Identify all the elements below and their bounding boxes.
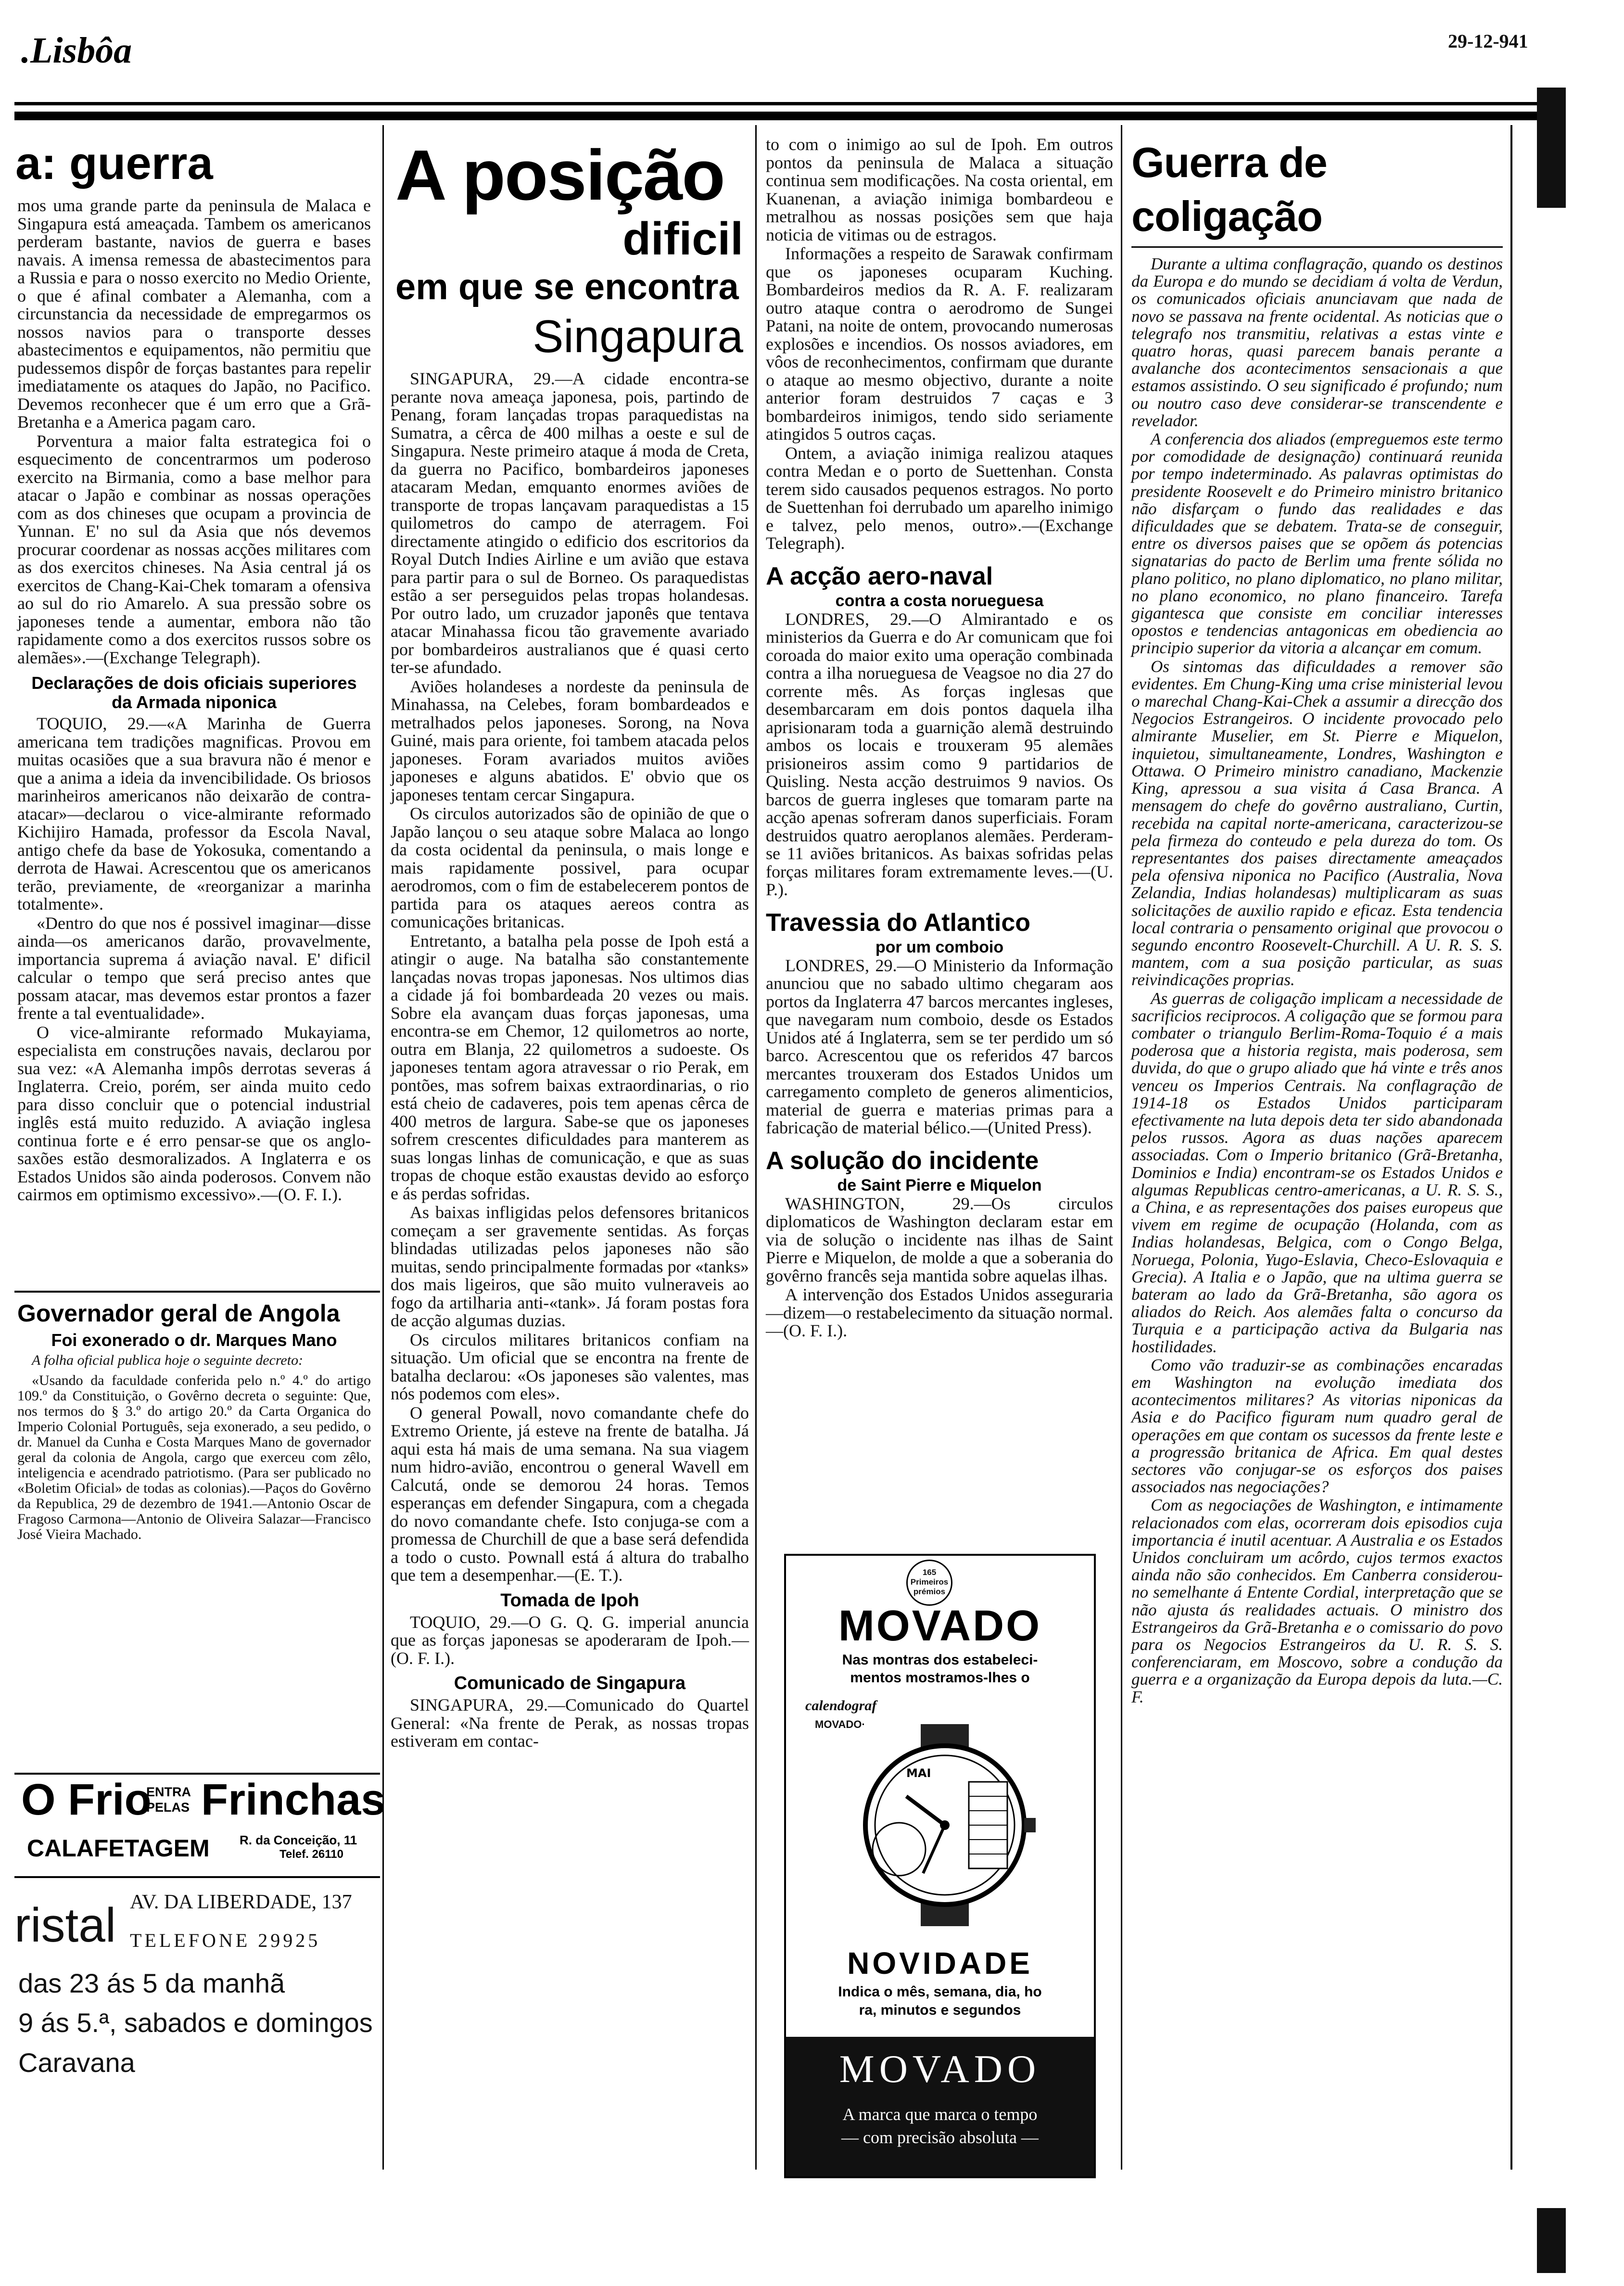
paragraph: Informações a respeito de Sarawak confirmam que os japoneses ocuparam Kuching. Bombardeiros medios da R. A. F. realizaram outro ataque contra o aerodromo de Sungei Patani, na noite de ontem, provocando numerosas explosões e incendios. Os nossos aviadores, em vôos de reconhecimentos, confirmam que durante o ataque ao mesmo objectivo, durante a noite anterior foram destruidos 7 caças e 3 bombardeiros inimigos, tendo sido seriamente atingidos 5 outros caças. (766, 244, 1113, 444)
col3-subheading-travessia: por um comboio (875, 938, 1004, 956)
ad-movado (784, 1554, 1096, 2178)
angola-title: Governador geral de Angola (17, 1300, 340, 1327)
ad-cristal-phone: TELEFONE 29925 (130, 1930, 321, 1951)
col2-body (391, 370, 749, 1585)
col2-headline-3: em que se encontra (395, 267, 739, 307)
col4-body (1131, 255, 1503, 1706)
ad-phone: Telef. 26110 (279, 1848, 343, 1861)
paragraph: TOQUIO, 29.—O G. Q. G. imperial anuncia que as forças japonesas se apoderaram de Ipoh.—(O. F. I.). (391, 1612, 749, 1668)
paragraph: LONDRES, 29.—O Almirantado e os ministerios da Guerra e do Ar comunicam que foi coroada do maior exito uma operação combinada contra a ilha norueguesa de Veagsoe no dia 27 do corrente mês. As forças inglesas que desembarcaram em dois pontos daquela ilha aprisionaram toda a guarnição alemã destruindo ambos os locais e trouxeram 95 alemães prisioneiros assim como 9 partidarios de Quisling. Nesta acção destruimos 9 navios. Os barcos de guerra ingleses que tomaram parte na acção apenas sofreram danos superficiais. Foram destruidos quatro aeroplanos alemães. Perderam-se 11 aviões britanicos. As baixas sofridas pelas forças militares foram extremamente leves.—(U. P.). (766, 609, 1113, 899)
col2-headline-1: A posição (395, 136, 724, 215)
ad-movado-tagline-1: Nas montras dos estabeleci- (842, 1652, 1038, 1668)
column-rule (1510, 125, 1512, 2170)
angola-block (17, 1299, 371, 1542)
ad-address: R. da Conceição, 11 (240, 1833, 357, 1847)
ad-movado-brand-2: MOVADO (839, 2047, 1041, 2091)
paragraph: Os circulos autorizados são de opinião de que o Japão lançou o seu ataque sobre Malaca ao longo da costa ocidental da peninsula, o mais longe e mais rapidamente possivel, para ocupar aerodromos, com o fim de estabelecerem pontos de partida para os ataques aereos contra as comunicações britanicas. (391, 804, 749, 931)
paragraph: LONDRES, 29.—O Ministerio da Informação anunciou que no sabado ultimo chegaram aos portos da Inglaterra 47 barcos mercantes ingleses, que navegaram num comboio, desde os Estados Unidos até á Inglaterra, sem se ter perdido um só barco. Acrescentou que os referidos 47 barcos mercantes trouxeram dos Estados Unidos um carregamento completo de generos alimenticios, material de guerra e materias primas para a fabricação de material bélico.—(United Press). (766, 955, 1113, 1137)
paragraph: Ontem, a aviação inimiga realizou ataques contra Medan e o porto de Suettenhan. Consta terem sido causados pequenos estragos. No porto de Suettenhan foi derrubado um aparelho inimigo e talvez, pelo menos, outro».—(Exchange Telegraph). (766, 443, 1113, 553)
watch-month-label: MAI (906, 1766, 931, 1780)
ad-frinchas-text: Frinchas (201, 1775, 386, 1824)
ad-cristal-hours: das 23 ás 5 da manhã (18, 1968, 285, 1998)
ad-cristal (14, 1881, 380, 2083)
col3-heading-travessia: Travessia do Atlantico (766, 908, 1031, 937)
ad-cristal-days: 9 ás 5.ª, sabados e domingos (18, 2007, 373, 2038)
col3-heading-aeronaval: A acção aero-naval (766, 562, 993, 590)
col3-solucao (766, 1195, 1113, 1340)
masthead-rule-bottom (14, 112, 1539, 120)
masthead-date: 29-12-941 (1448, 30, 1528, 52)
col2-headline-2: dificil (622, 213, 743, 265)
col3-subheading-aeronaval: contra a costa norueguesa (835, 591, 1044, 610)
column-rule (382, 125, 384, 2170)
ad-cristal-caravana: Caravana (18, 2047, 135, 2078)
col3-travessia (766, 957, 1113, 1137)
col4-headline-rule (1131, 246, 1503, 248)
col1-headline: a: guerra (15, 138, 213, 189)
col3-aeronaval (766, 610, 1113, 899)
paragraph: TOQUIO, 29.—«A Marinha de Guerra americana tem tradições magnificas. Provou em muitas ocasiões que a sua bravura não é menor e que a anima a ideia da invencibilidade. Os briosos marinheiros americanos não deixarão de contra-atacar»—declarou o vice-almirante reformado Kichijiro Hamada, professor da Escola Naval, antigo chefe da base de Yokosuka, comentando a derrota de Hawai. Acrescentou que os americanos terão, previamente, de «reorganizar a marinha totalmente». (17, 714, 371, 914)
paragraph: SINGAPURA, 29.—A cidade encontra-se perante nova ameaça japonesa, pois, partindo de Penang, foram lançadas tropas paraquedistas na Sumatra, a cêrca de 400 milhas a oeste e sul de Singapura. Neste primeiro ataque á moda de Creta, da guerra no Pacifico, bombardeiros japoneses atacaram Medan, emquanto enormes aviões de transporte de tropas lançavam paraquedistas a 15 quilometros do campo de aterragem. Foi directamente atingido o edificio dos escritorios da Royal Dutch Indies Airline e um avião que estava para partir para o sul de Borneo. Os paraquedistas estão a ser perseguidos pelas tropas holandesas. Por outro lado, um cruzador japonês que tentava atacar Minahassa ficou tão gravemente avariado por bombardeiros australianos que é quasi certo ter-se afundado. (391, 369, 749, 677)
ad-movado-badge (906, 1560, 952, 1606)
paragraph: mos uma grande parte da peninsula de Malaca e Singapura está ameaçada. Tambem os americanos perderam bastante, navios de guerra e bases navais. A imensa remessa de abastecimentos para a Russia e para o nosso exercito no Medio Oriente, o que é afinal combater a Alemanha, com a circunstancia da necessidade de empregarmos os nossos navios para o transporte desses abastecimentos e equipamentos, não permitiu que pudessemos dispôr de forças bastantes para repelir imediatamente os ataques do Japão, no Pacifico. Devemos reconhecer que é um erro que a Grã-Bretanha e a America pagam caro. (17, 196, 371, 432)
col2-ipoh (391, 1613, 749, 1668)
ad-cristal-name: ristal (14, 1898, 116, 1952)
column-rule (1121, 125, 1122, 2170)
ad-cristal-address: AV. DA LIBERDADE, 137 (130, 1891, 352, 1913)
ad-movado-slogan-2: — com precisão absoluta — (841, 2128, 1039, 2147)
col2-headline-4: Singapura (533, 311, 743, 362)
paragraph: A intervenção dos Estados Unidos asseguraria—dizem—o restabelecimento da situação normal.—(O. F. I.). (766, 1285, 1113, 1340)
paragraph: Entretanto, a batalha pela posse de Ipoh está a atingir o auge. Na batalha são constantemente lançadas novas tropas japonesas. Nos ultimos dias a cidade já foi bombardeada 20 vezes ou mais. Sobre ela avançam duas forças japonesas, uma encontra-se em Chemor, 12 quilometros ao norte, outra em Blanja, 22 quilometros a sudoeste. Os japoneses tentam agora atravessar o rio Perak, em pontões, mas sofrem baixas extraordinarias, o rio está cheio de cadaveres, pois tem apenas cêrca de 400 metros de largura. Sabe-se que os japoneses sofrem crescentes dificuldades para manterem as suas longas linhas de comunicação, e que as suas tropas de choque estão exaustas devido ao esforço e ás perdas sofridas. (391, 931, 749, 1203)
paragraph: O general Powall, novo comandante chefe do Extremo Oriente, já esteve na frente de batalha. Já aqui esta há mais de uma semana. Na sua viagem num hidro-avião, encontrou o general Wavell em Calcutá, onde se demorou 24 horas. Temos esperanças em defender Singapura, com a chegada do novo comandante chefe. Isto conjuga-se com a promessa de Churchill de que a base será defendida a todo o custo. Pownall está á altura do trabalho que tem a desempenhar.—(E. T.). (391, 1403, 749, 1585)
paragraph: As guerras de coligação implicam a necessidade de sacrificios reciprocos. A coligação que se formou para combater o triangulo Berlim-Roma-Toquio é a mais poderosa que a historia regista, mais poderosa, sem duvida, do que o grupo aliado que há vinte e três anos venceu os Imperios Centrais. Na conflagração de 1914-18 os Estados Unidos participaram efectivamente na luta depois deta ter sido abandonada pelos russos. Agora as duas nações aparecem associadas. Com o Imperio britanico (Grã-Bretanha, Dominios e India) encontram-se os Estados Unidos e algumas Republicas centro-americanas, a U. R. S. S., a China, e as representações dos paises europeus que vivem em regime de ocupação (Holanda, com as Indias holandesas, Belgica, com o Congo Belga, Noruega, Polonia, Yugo-Eslavia, Checo-Eslovaquia e Grecia). A Italia e o Japão, que na ultima guerra se bateram ao lado da Grã-Bretanha, são agora os aliados do Reich. Aos alemães falta o concurso da Turquia e a participação activa da Bulgaria nas hostilidades. (1131, 989, 1503, 1356)
edge-block (1537, 2208, 1566, 2273)
paragraph: WASHINGTON, 29.—Os circulos diplomaticos de Washington declaram estar em via de solução o incidente nas ilhas de Saint Pierre e Miquelon, de molde a que a soberania do govêrno francês seja mantida sobre aquelas ilhas. (766, 1194, 1113, 1285)
paragraph: Durante a ultima conflagração, quando os destinos da Europa e do mundo se decidiam á volta de Verdun, os comunicados oficiais anunciavam que nada de novo se passava na frente ocidental. As noticias que o telegrafo nos transmitiu, relativas a estas vinte e quatro horas, quasi parecem banais perante a avalanche dos acontecimentos sensacionais a que estamos assistindo. O seu significado é profundo; num ou noutro caso deve considerar-se transcendente e revelador. (1131, 254, 1503, 430)
column-3 (766, 136, 1113, 1341)
paragraph: Como vão traduzir-se as combinações encaradas em Washington na evolução imediata dos acontecimentos militares? As vitorias niponicas da Asia e do Pacifico figuram num quadro geral de operações em que contam os sucessos da frente leste e a progressão britanica de Africa. Em qual destes sectores vão conjugar-se os esforços dos paises associados nas negociações? (1131, 1355, 1503, 1497)
column-4 (1131, 136, 1503, 1707)
watch-icon (849, 1724, 1041, 1926)
ad-entra-pelas: ENTRA PELAS (146, 1785, 191, 1815)
ad-frio-text: O Frio (21, 1775, 152, 1824)
col1-subheading: Declarações de dois oficiais superiores da Armada niponica (31, 673, 357, 712)
ad-movado-novidade: NOVIDADE (847, 1946, 1033, 1981)
angola-rule (14, 1291, 380, 1293)
ad-rule (14, 1876, 380, 1878)
paragraph: O vice-almirante reformado Mukayiama, especialista em construções navais, declarou por sua vez: «A Alemanha impôs derrotas severas á Inglaterra. Creio, porém, ser ainda muito cedo para disso concluir que o potencial industrial inglês está muito reduzido. A aviação inglesa continua forte e é erro pensar-se que os anglo-saxões estão desmoralizados. A Inglaterra e os Estados Unidos são ainda poderosos. Convem não cairmos em optimismo excessivo».—(O. F. I.). (17, 1022, 371, 1204)
col2-subheading-ipoh: Tomada de Ipoh (500, 1590, 639, 1611)
col1-body (17, 197, 371, 667)
col1-body-2 (17, 715, 371, 1204)
ad-movado-calendograf: calendograf (805, 1698, 877, 1714)
ad-calafetagem-label: CALAFETAGEM (27, 1835, 210, 1862)
paragraph: Porventura a maior falta estrategica foi o esquecimento de concentrarmos um poderoso exercito na Birmania, como a base melhor para atacar o Japão e combinar as nossas operações com as dos chineses que ocupam a provincia de Yunnan. E' no sul da Asia que nós devemos procurar coordenar as nossas acções militares com as dos exercitos chineses. Na Asia central já os exercitos de Chang-Kai-Chek tomaram a ofensiva ao sul do rio Amarelo. A sua pressão sobre os japoneses tende a aumentar, embora não tão rapidamente como a dos exercitos russos sobre os alemães».—(Exchange Telegraph). (17, 431, 371, 667)
angola-intro: A folha oficial publica hoje o seguinte decreto: (32, 1352, 304, 1368)
paragraph: «Dentro do que nos é possivel imaginar—disse ainda—os americanos darão, provavelmente, importancia suprema á aviação naval. E' dificil calcular o tempo que será preciso antes que possam atacar, mas devemos estar prontos a fazer frente a tal eventualidade». (17, 913, 371, 1023)
ad-movado-small-brand: MOVADO· (815, 1718, 865, 1730)
angola-subtitle: Foi exonerado o dr. Marques Mano (51, 1330, 337, 1350)
col2-comunicado (391, 1696, 749, 1751)
paragraph: Os sintomas das dificuldades a remover são evidentes. Em Chung-King uma crise ministerial levou o marechal Chang-Kai-Chek a assumir a direcção dos Negocios Estrangeiros. O incidente provocado pelo almirante Muselier, em St. Pierre e Miquelon, inquietou, simultaneamente, Londres, Washington e Ottawa. O Primeiro ministro canadiano, Mackenzie King, apressou a sua visita á Casa Branca. A mensagem do chefe do govêrno australiano, Curtin, recebida na capital norte-americana, caracterizou-se pela firmeza do conteudo e pela dureza do tom. Os representantes dos paises directamente ameaçados pela ofensiva niponica no Pacifico (Australia, Nova Zelandia, Indias holandesas) multiplicaram as suas solicitações de auxilio rapido e eficaz. Esta tendencia local contraria o pensamento original que provocou o segundo encontro Roosevelt-Churchill. A U. R. S. S. mantem, com a sua posição particular, as suas reivindicações proprias. (1131, 657, 1503, 990)
ad-movado-band (786, 2037, 1094, 2176)
paragraph: Os circulos militares britanicos confiam na situação. Um oficial que se encontra na frente de batalha declarou: «Os japoneses são valentes, mas nós podemos com eles». (391, 1330, 749, 1403)
col3-body (766, 136, 1113, 553)
col2-subheading-comunicado: Comunicado de Singapura (454, 1673, 686, 1693)
ad-movado-tagline-2: mentos mostramos-lhes o (850, 1670, 1030, 1686)
edge-block (1537, 88, 1566, 208)
paragraph: Com as negociações de Washington, e intimamente relacionados com elas, ocorreram dois episodios cuja importancia é inutil acentuar. A Australia e os Estados Unidos concluiram um acôrdo, cujos termos exactos ainda não são conhecidos. Em Canberra considerou-no semelhante á Entente Cordial, interpretação que se não ajusta ás realidades actuais. O ministro dos Estrangeiros da Grã-Bretanha e o comissario do povo para os Negocios Estrangeiros da U. R. S. S. conferenciaram, em Moscovo, sobre a condução da guerra e a organização da Europa depois da luta.—C. F. (1131, 1496, 1503, 1706)
ad-movado-badge-text: 165 Primeiros prémios (910, 1568, 949, 1596)
ad-movado-brand: MOVADO (838, 1602, 1042, 1650)
ad-movado-desc-1: Indica o mês, semana, dia, ho (838, 1984, 1042, 2000)
paragraph: Aviões holandeses a nordeste da peninsula de Minahassa, na Celebes, foram bombardeados e metralhados pelos japoneses. Sorong, na Nova Guiné, mais para oriente, foi tambem atacada pelos japoneses. Foram avariados muitos aviões japoneses e alguns abatidos. E' obvio que os japoneses tentam cercar Singapura. (391, 676, 749, 804)
ad-movado-desc-2: ra, minutos e segundos (859, 2002, 1021, 2018)
col4-headline: Guerra de coligação (1131, 139, 1327, 240)
col3-subheading-solucao: de Saint Pierre e Miquelon (837, 1176, 1042, 1194)
column-rule (755, 125, 757, 2170)
angola-decree: «Usando da faculdade conferida pelo n.º 4.º do artigo 109.º da Constituição, o Govêrno decreta o seguinte: Que, nos termos do § 3.º do artigo 20.º da Carta Organica do Imperio Colonial Português, seja exonerado, a seu pedido, o dr. Manuel da Cunha e Costa Marques Mano de governador geral da colonia de Angola, cargo que exerceu com zêlo, inteligencia e acendrado patriotismo. (Para ser publicado no «Boletim Oficial» de todas as colonias).—Paços do Govêrno da Republica, 29 de dezembro de 1941.—Antonio Oscar de Fragoso Carmona—Antonio de Oliveira Salazar—Francisco José Vieira Machado. (17, 1372, 371, 1542)
paragraph: As baixas infligidas pelos defensores britanicos começam a ser gravemente sentidas. As forças blindadas utilizadas pelos japoneses não são muitas, sendo principalmente formadas por «tanks» dos mais ligeiros, que são muito vulneraveis ao fogo da artilharia anti-«tank». Já foram postas fora de acção algumas duzias. (391, 1203, 749, 1330)
column-2 (391, 137, 749, 1752)
ad-calafetagem (17, 1775, 386, 1864)
column-1 (17, 137, 371, 1205)
masthead-rule-top (14, 102, 1539, 105)
paragraph: A conferencia dos aliados (empreguemos este termo por comodidade de designação) continuará reunida por tempo indeterminado. As palavras optimistas do presidente Roosevelt e do Primeiro ministro britanico não disfarçam o fundo das realidades e das dificuldades que se debatem. Trata-se de conseguir, entre os diversos paises que se opõem ás potencias signatarias do pacto de Berlim uma frente sólida no plano politico, no plano diplomatico, no plano militar, no plano economico, no plano financeiro. Tarefa gigantesca que consiste em conciliar interesses opostos e tendencias antagonicas em obediencia ao principio superior da vitoria a alcançar em comum. (1131, 430, 1503, 658)
ad-movado-slogan-1: A marca que marca o tempo (842, 2105, 1038, 2124)
col3-heading-solucao: A solução do incidente (766, 1146, 1039, 1175)
paragraph: SINGAPURA, 29.—Comunicado do Quartel General: «Na frente de Perak, as nossas tropas estiveram em contac- (391, 1695, 749, 1751)
paragraph: to com o inimigo ao sul de Ipoh. Em outros pontos da peninsula de Malaca a situação continua sem modificações. Na costa oriental, em Kuanenan, a aviação inimiga bombardeou e metralhou as nossas posições sem que haja noticia de vitimas ou de estragos. (766, 135, 1113, 244)
masthead-title: .Lisbôa (21, 30, 132, 71)
